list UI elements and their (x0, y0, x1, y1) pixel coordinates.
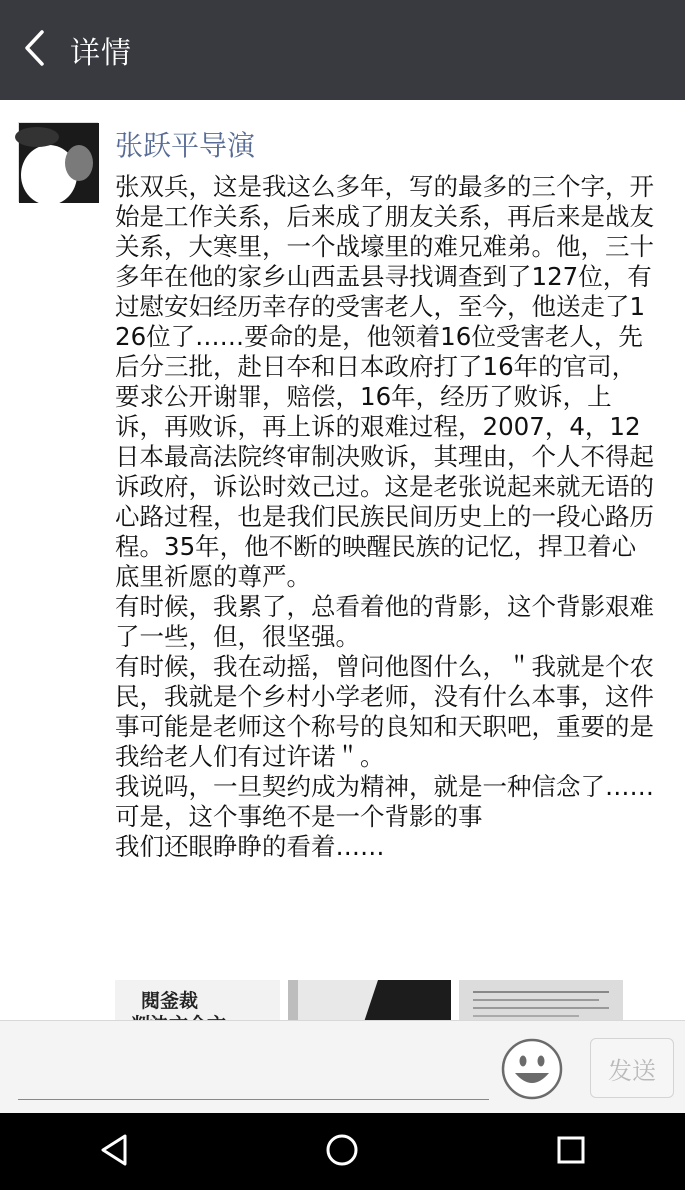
post-paragraph: 我说吗，一旦契约成为精神，就是一种信念了…… (115, 772, 654, 801)
post-paragraph: 我们还眼睁睁的看着…… (115, 832, 385, 861)
back-button[interactable] (4, 0, 64, 100)
photo-grid (115, 980, 625, 1020)
post-paragraph: 张双兵，这是我这么多年，写的最多的三个字，开始是工作关系，后来成了朋友关系，再后来是战友关系，大寒里，一个战壕里的难兄难弟。他，三十多年在他的家乡山西盂县寻找调查到了127位，有过慰安妇经历幸存的受害老人，至今，他送走了126位了……要命的是，他领着16位受害老人，先后分三批，赴日夲和日本政府打了16年的官司，要求公开谢罪，赔偿，16年，经历了败诉，上诉，再败诉，再上诉的艰难过程，2007，4，12日本最高法院终审制决败诉，其理由，个人不得起诉政府，诉讼时效己过。这是老张说起来就无语的心路过程，也是我们民族民间历史上的一段心路历程。35年，他不断的映醒民族的记忆，捍卫着心底里祈愿的尊严。 (115, 172, 654, 591)
nav-recents-button[interactable] (531, 1113, 611, 1190)
top-bar (0, 0, 685, 100)
post-paragraph: 有时候，我在动摇，曾问他图什么，＂我就是个农民，我就是个乡村小学老师，没有什么本事，这件事可能是老师这个称号的良知和天职吧，重要的是我给老人们有过许诺＂。 (115, 652, 654, 771)
circle-home-icon (324, 1132, 360, 1172)
emoji-button[interactable] (500, 1037, 564, 1101)
smiley-icon (500, 1086, 564, 1105)
comment-input[interactable] (18, 1041, 489, 1100)
photo-text: 閱釜裁 (141, 990, 199, 1012)
system-nav-bar (0, 1113, 685, 1190)
nav-home-button[interactable] (302, 1113, 382, 1190)
avatar[interactable] (18, 122, 98, 202)
nav-back-button[interactable] (74, 1113, 154, 1190)
post-paragraph: 有时候，我累了，总看着他的背影，这个背影艰难了一些，但，很坚强。 (115, 592, 654, 651)
author-name[interactable]: 张跃平导演 (115, 129, 256, 162)
send-button[interactable]: 发送 (590, 1038, 674, 1098)
comment-bar (0, 1020, 685, 1113)
post-paragraph: 可是，这个事绝不是一个背影的事 (115, 802, 483, 831)
square-recents-icon (554, 1133, 588, 1171)
page-title: 详情 (70, 36, 132, 71)
triangle-back-icon (97, 1133, 131, 1171)
post-detail (0, 100, 685, 1020)
post-body (115, 172, 660, 862)
chevron-left-icon (22, 28, 46, 72)
